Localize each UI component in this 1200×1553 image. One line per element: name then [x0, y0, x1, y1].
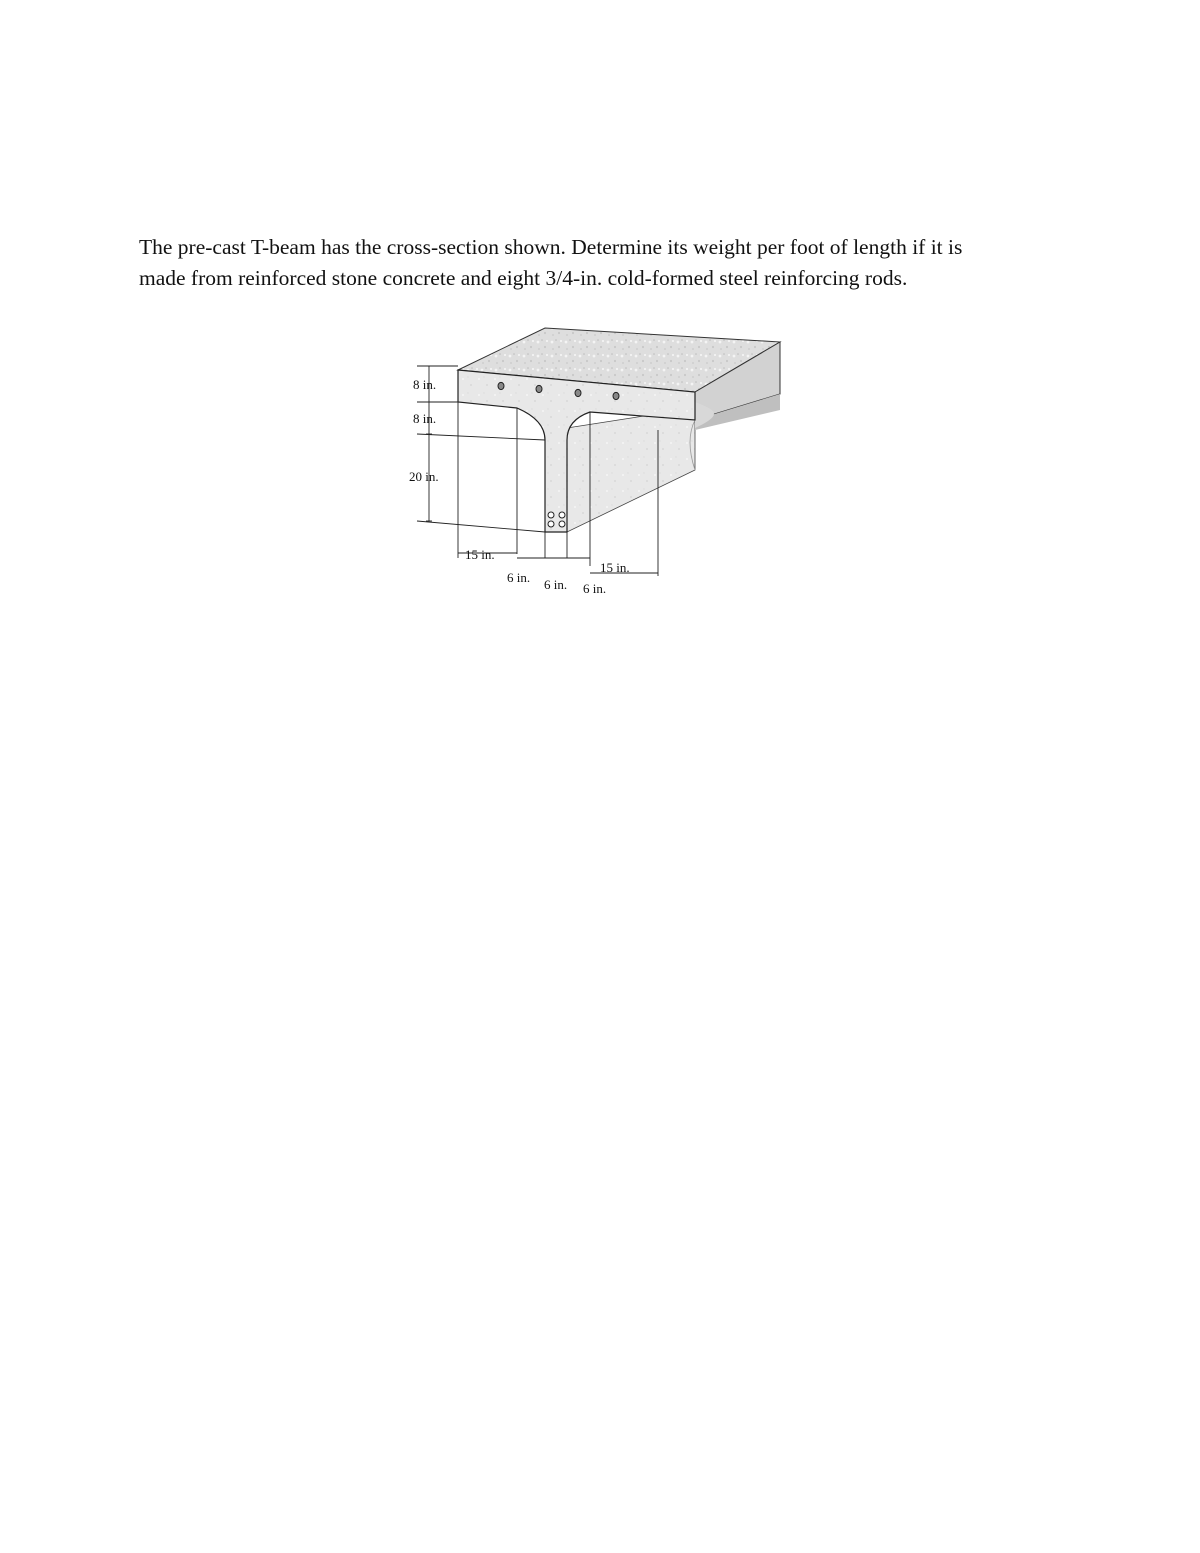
bottom-rod [548, 512, 554, 518]
dim-label-left-overhang: 15 in. [465, 547, 495, 562]
dim-label-web-width: 6 in. [544, 577, 568, 592]
top-rod [613, 392, 619, 399]
dim-label-haunch-right: 6 in. [583, 581, 607, 596]
bottom-rod [559, 512, 565, 518]
dim-label-web: 20 in. [409, 469, 439, 484]
dim-label-haunch-left: 6 in. [507, 570, 531, 585]
t-beam-drawing [395, 310, 795, 610]
dim-label-haunch: 8 in. [413, 411, 437, 426]
web-side-surface [567, 408, 695, 532]
problem-line-2: made from reinforced stone concrete and eight 3/4-in. cold-formed steel reinforcing rods. [139, 266, 908, 290]
problem-line-1: The pre-cast T-beam has the cross-section shown. Determine its weight per foot of length if it is [139, 235, 963, 259]
top-rod [575, 389, 581, 396]
top-rod [536, 385, 542, 392]
dim-label-flange: 8 in. [413, 377, 437, 392]
problem-statement [139, 232, 1079, 294]
bottom-rod [548, 521, 554, 527]
top-rod [498, 382, 504, 389]
bottom-rod [559, 521, 565, 527]
dim-label-right-overhang: 15 in. [600, 560, 630, 575]
t-beam-figure [395, 310, 795, 610]
